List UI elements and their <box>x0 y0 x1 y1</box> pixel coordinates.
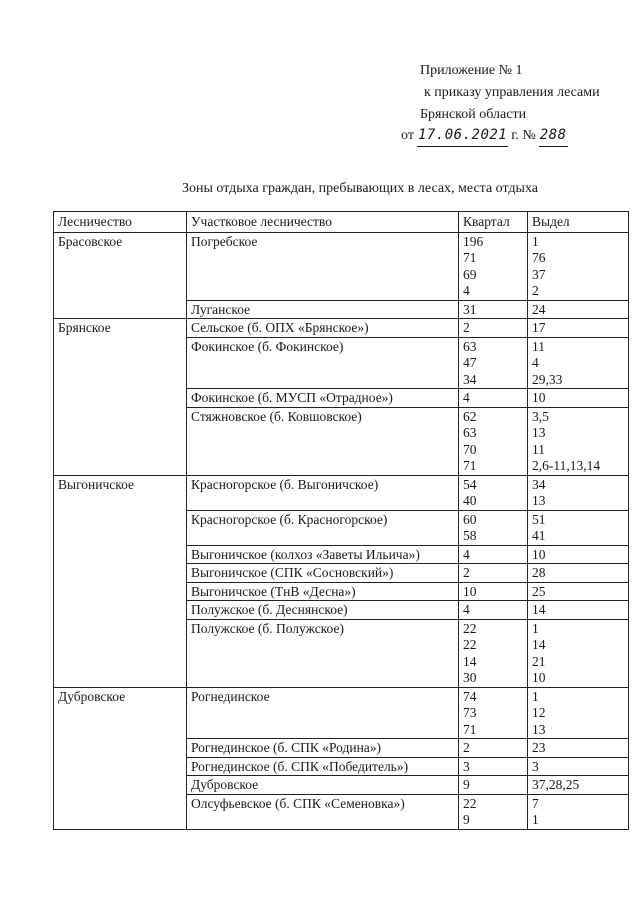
kvartal-cell <box>459 776 528 795</box>
order-reference: к приказу управления лесами <box>424 85 600 100</box>
vydel-value: 37 <box>532 266 546 282</box>
table-body <box>54 232 629 829</box>
vydel-cell <box>528 757 629 776</box>
kvartal-value: 196 <box>463 233 484 249</box>
vydel-value: 41 <box>532 528 546 543</box>
district-cell: Фокинское (б. Фокинское) <box>187 337 459 389</box>
vydel-cell <box>528 739 629 758</box>
vydel-cell <box>528 337 629 389</box>
vydel-value: 23 <box>532 740 546 755</box>
column-header-forestry: Лесничество <box>54 212 187 233</box>
vydel-value: 28 <box>532 565 546 580</box>
vydel-value: 3,5 <box>532 408 549 424</box>
kvartal-value: 14 <box>463 653 477 669</box>
vydel-value: 11 <box>532 441 545 457</box>
vydel-value: 13 <box>532 425 546 440</box>
kvartal-cell <box>459 337 528 389</box>
kvartal-value: 54 <box>463 476 477 492</box>
kvartal-value: 71 <box>463 721 477 737</box>
kvartal-value: 63 <box>463 338 477 354</box>
kvartal-value: 9 <box>463 777 470 792</box>
kvartal-cell <box>459 601 528 620</box>
table-row <box>54 319 629 338</box>
kvartal-value: 4 <box>463 283 470 298</box>
vydel-value: 13 <box>532 721 546 737</box>
recreation-zones-table <box>53 211 629 830</box>
district-cell: Красногорское (б. Выгоничское) <box>187 475 459 510</box>
district-cell: Рогнединское (б. СПК «Родина») <box>187 739 459 758</box>
kvartal-cell <box>459 564 528 583</box>
kvartal-value: 4 <box>463 546 470 562</box>
kvartal-value: 34 <box>463 371 477 387</box>
region-name: Брянской области <box>420 107 527 122</box>
kvartal-cell <box>459 389 528 408</box>
district-cell: Выгоничское (СПК «Сосновский») <box>187 564 459 583</box>
kvartal-value: 4 <box>463 390 470 405</box>
vydel-cell <box>528 601 629 620</box>
district-cell: Выгоничское (ТнВ «Десна») <box>187 582 459 601</box>
vydel-cell <box>528 794 629 829</box>
kvartal-value: 62 <box>463 408 477 424</box>
vydel-value: 1 <box>532 812 539 827</box>
kvartal-value: 47 <box>463 355 477 370</box>
column-header-kvartal: Квартал <box>459 212 528 233</box>
kvartal-value: 63 <box>463 425 477 440</box>
kvartal-cell <box>459 475 528 510</box>
vydel-value: 10 <box>532 390 546 405</box>
year-suffix: г. № <box>511 128 536 143</box>
handwritten-date: 17.06.2021 <box>417 124 508 147</box>
vydel-value: 2 <box>532 283 539 298</box>
district-cell: Стяжновское (б. Ковшовское) <box>187 407 459 475</box>
kvartal-value: 40 <box>463 493 477 508</box>
kvartal-value: 2 <box>463 740 470 755</box>
table-header-row <box>54 212 629 233</box>
vydel-cell <box>528 564 629 583</box>
forestry-cell: Брянское <box>54 319 187 476</box>
kvartal-value: 60 <box>463 511 477 527</box>
vydel-value: 10 <box>532 546 546 562</box>
kvartal-value: 74 <box>463 688 477 704</box>
vydel-value: 34 <box>532 476 546 492</box>
vydel-value: 24 <box>532 301 546 317</box>
district-cell: Дубровское <box>187 776 459 795</box>
kvartal-value: 30 <box>463 670 477 685</box>
vydel-cell <box>528 232 629 300</box>
vydel-value: 2,6-11,13,14 <box>532 458 601 473</box>
kvartal-cell <box>459 232 528 300</box>
kvartal-cell <box>459 739 528 758</box>
kvartal-cell <box>459 582 528 601</box>
table-row <box>54 232 629 300</box>
district-cell: Полужское (б. Полужское) <box>187 619 459 687</box>
district-cell: Красногорское (б. Красногорское) <box>187 510 459 545</box>
handwritten-order-number: 288 <box>539 124 568 147</box>
kvartal-value: 58 <box>463 528 477 543</box>
vydel-value: 7 <box>532 795 539 811</box>
vydel-cell <box>528 776 629 795</box>
vydel-value: 14 <box>532 637 546 652</box>
column-header-district: Участковое лесничество <box>187 212 459 233</box>
kvartal-value: 22 <box>463 637 477 652</box>
vydel-value: 11 <box>532 338 545 354</box>
vydel-cell <box>528 319 629 338</box>
forestry-cell: Дубровское <box>54 687 187 829</box>
column-header-vydel: Выдел <box>528 212 629 233</box>
vydel-cell <box>528 389 629 408</box>
vydel-value: 3 <box>532 758 539 774</box>
appendix-number: Приложение № 1 <box>420 63 523 78</box>
vydel-value: 10 <box>532 670 546 685</box>
date-prefix: от <box>401 128 414 143</box>
vydel-cell <box>528 619 629 687</box>
kvartal-value: 71 <box>463 458 477 473</box>
vydel-value: 1 <box>532 688 539 704</box>
district-cell: Выгоничское (колхоз «Заветы Ильича») <box>187 545 459 564</box>
vydel-value: 51 <box>532 511 546 527</box>
vydel-value: 13 <box>532 493 546 508</box>
kvartal-cell <box>459 407 528 475</box>
kvartal-value: 73 <box>463 705 477 720</box>
vydel-cell <box>528 545 629 564</box>
district-cell: Олсуфьевское (б. СПК «Семеновка») <box>187 794 459 829</box>
vydel-cell <box>528 300 629 319</box>
kvartal-value: 9 <box>463 812 470 827</box>
vydel-cell <box>528 510 629 545</box>
vydel-value: 1 <box>532 620 539 636</box>
vydel-value: 21 <box>532 653 546 669</box>
vydel-value: 12 <box>532 705 546 720</box>
district-cell: Полужское (б. Деснянское) <box>187 601 459 620</box>
vydel-cell <box>528 582 629 601</box>
kvartal-value: 4 <box>463 602 470 617</box>
forestry-cell: Брасовское <box>54 232 187 319</box>
district-cell: Рогнединское (б. СПК «Победитель») <box>187 757 459 776</box>
kvartal-cell <box>459 687 528 739</box>
kvartal-cell <box>459 619 528 687</box>
kvartal-value: 2 <box>463 565 470 580</box>
vydel-value: 29,33 <box>532 371 563 387</box>
vydel-value: 37,28,25 <box>532 777 580 792</box>
kvartal-value: 31 <box>463 301 477 317</box>
kvartal-value: 69 <box>463 266 477 282</box>
kvartal-value: 70 <box>463 441 477 457</box>
document-title: Зоны отдыха граждан, пребывающих в лесах, места отдыха <box>182 181 538 196</box>
district-cell: Сельское (б. ОПХ «Брянское») <box>187 319 459 338</box>
kvartal-cell <box>459 757 528 776</box>
table-row <box>54 687 629 739</box>
district-cell: Погребское <box>187 232 459 300</box>
vydel-value: 1 <box>532 233 539 249</box>
forestry-cell: Выгоничское <box>54 475 187 687</box>
kvartal-cell <box>459 510 528 545</box>
table-row <box>54 475 629 510</box>
kvartal-cell <box>459 794 528 829</box>
kvartal-cell <box>459 300 528 319</box>
order-date-line <box>401 124 571 147</box>
vydel-value: 76 <box>532 250 546 265</box>
vydel-value: 4 <box>532 355 539 370</box>
district-cell: Рогнединское <box>187 687 459 739</box>
kvartal-cell <box>459 545 528 564</box>
vydel-value: 14 <box>532 602 546 617</box>
kvartal-value: 10 <box>463 583 477 599</box>
vydel-cell <box>528 687 629 739</box>
vydel-cell <box>528 475 629 510</box>
kvartal-value: 22 <box>463 620 477 636</box>
kvartal-value: 22 <box>463 795 477 811</box>
kvartal-value: 2 <box>463 320 470 335</box>
kvartal-value: 3 <box>463 758 470 774</box>
district-cell: Луганское <box>187 300 459 319</box>
vydel-value: 17 <box>532 320 546 335</box>
district-cell: Фокинское (б. МУСП «Отрадное») <box>187 389 459 408</box>
vydel-value: 25 <box>532 583 546 599</box>
kvartal-value: 71 <box>463 250 477 265</box>
kvartal-cell <box>459 319 528 338</box>
vydel-cell <box>528 407 629 475</box>
